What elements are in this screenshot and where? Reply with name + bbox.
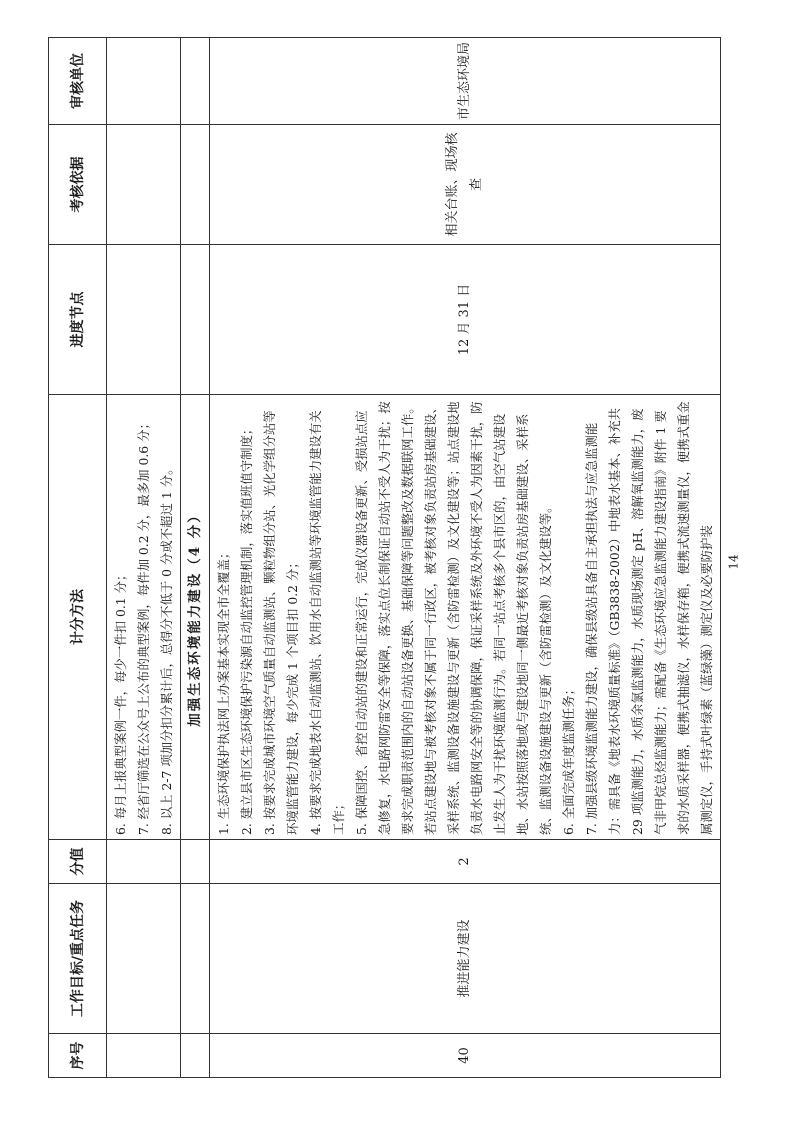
header-method: 计分方法 (49, 395, 107, 840)
section-title: 加强生态环境能力建设（4 分） (181, 395, 210, 840)
row-no: 40 (210, 1034, 721, 1078)
carry-over-method: 6. 每月上报典型案例一件，每少一件扣 0.1 分； 7. 经省厅筛选在公众号上公布的典型案例，每件加 0.2 分，最多加 0.6 分； 8. 以上 2-7 项加分扣分累计后，总得分不低于 0 分或不超过 1 分。 (107, 395, 181, 840)
section-row (181, 38, 210, 1078)
row-progress: 12 月 31 日 (210, 245, 721, 395)
page-number: 14 (726, 554, 741, 570)
row-method: 1. 生态环境保护执法网上办案基本实现全市全覆盖； 2. 建立县市区生态环境保护污染源自动监控管理机制，落实值班值守制度； 3. 按要求完成城市环境空气质量自动监测站、颗粒物组分站、光化学组分站等环境监管能力建设，每少完成 1 个项目扣 0.2 分； 4. 按要求完成地表水自动监测站、饮用水自动监测站等环境监管能力建设有关工作； 5. 保障国控、省控自动站的建设和正常运行，完成仪器设备更新、受损站点应急修复，水电路网防雷安全等保障，落实点位长制保证自动站不受人为干扰；按要求完成职责范围内的自动站设备更换、基础保障等问题整改及数据联网工作。若站点建设地与被考核对象不属于同一行政区，被考核对象负责站房基础建设、采样系统、监测设备设施建设与更新（含防雷检测）及文化建设等；站点建设地负责水电路网安全等的协调保障，保证采样系统及外环境不受人为因素干扰，防止发生人为干扰环境监测行为。若同一站点考核多个县市区的，由空气站建设地、水站按照落地或与建设地同一侧最近考核对象负责站房基础建设、采样系统、监测设备设施建设与更新（含防雷检测）及文化建设等。 6. 全面完成年度监测任务； 7. 加强县级环境监测能力建设，确保县级站具备自主承担执法与应急监测能力：需具备《地表水环境质量标准》（GB3838-2002）中地表水基本、补充共 29 项监测能力，水质余氯监测能力，水质现场测定 pH、溶解氧监测能力，废气非甲烷总烃监测能力；需配备《生态环境应急监测能力建设指南》附件 1 要求的水质采样器，便携式抽滤仪，水样保存箱，便携式流速测量仪，便携式重金属测定仪，手持式叶绿素（蓝绿藻）测定仪及必要防护装 (210, 395, 721, 840)
rotated-table-container (48, 38, 714, 1078)
assessment-table (48, 37, 721, 1078)
header-task: 工作目标/重点任务 (49, 884, 107, 1034)
header-no: 序号 (49, 1034, 107, 1078)
table-row-40 (210, 38, 721, 1078)
row-task: 推进能力建设 (210, 884, 721, 1034)
carry-over-row (107, 38, 181, 1078)
header-basis: 考核依据 (49, 125, 107, 245)
header-score: 分值 (49, 840, 107, 884)
header-progress: 进度节点 (49, 245, 107, 395)
row-unit: 市生态环境局 (210, 38, 721, 125)
row-basis: 相关台账、现场核查 (210, 125, 721, 245)
header-unit: 审核单位 (49, 38, 107, 125)
header-row (49, 38, 107, 1078)
row-score: 2 (210, 840, 721, 884)
